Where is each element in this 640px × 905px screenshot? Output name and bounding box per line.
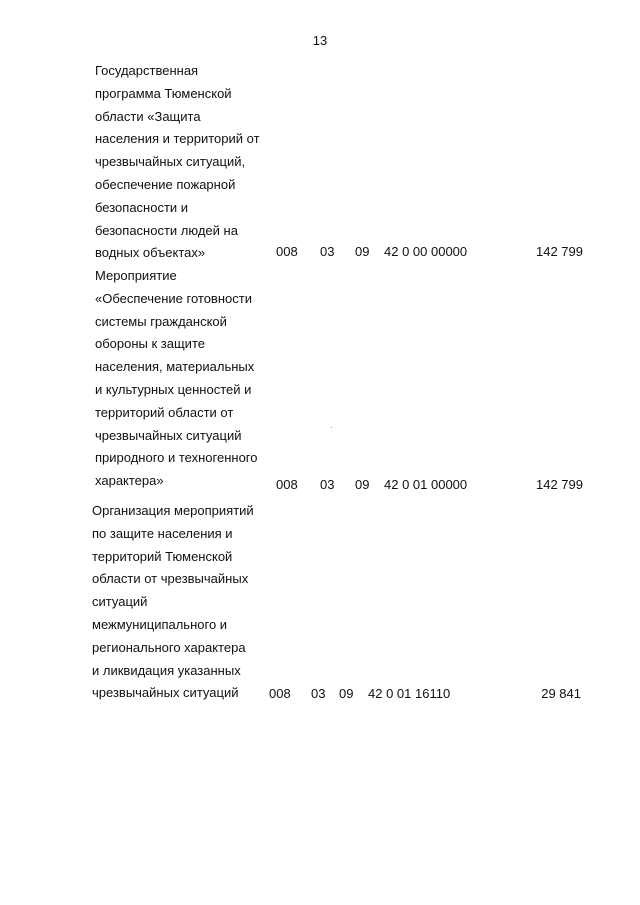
- amount: 142 799: [536, 244, 583, 259]
- row-name-line: системы гражданской: [95, 313, 227, 329]
- row-name-line: территорий Тюменской: [92, 548, 233, 564]
- row-name-line: и культурных ценностей и: [95, 381, 252, 397]
- row-name-line: природного и техногенного: [95, 450, 258, 466]
- row-name-line: населения, материальных: [95, 359, 255, 375]
- section-code: 03: [320, 244, 335, 259]
- row-name-line: территорий области от: [95, 404, 234, 420]
- row-name: [92, 500, 272, 705]
- row-name-line: характера»: [95, 473, 164, 489]
- ministry-code: 008: [269, 686, 291, 701]
- row-name-line: обороны к защите: [95, 336, 205, 352]
- row-name-line: регионального характера: [92, 639, 246, 655]
- target-article-code: 42 0 01 00000: [384, 477, 468, 492]
- row-name-line: водных объектах»: [95, 245, 206, 261]
- scan-speck: [331, 427, 332, 428]
- row-name-line: межмуниципального и: [92, 616, 228, 632]
- row-name-line: Государственная: [95, 63, 199, 78]
- row-name-line: области от чрезвычайных: [92, 571, 249, 587]
- target-article-code: 42 0 01 16110: [368, 686, 451, 701]
- row-name-line: и ликвидация указанных: [92, 662, 241, 678]
- amount: 142 799: [536, 477, 583, 492]
- subsection-code: 09: [355, 477, 370, 492]
- ministry-code: 008: [276, 244, 298, 259]
- section-code: 03: [320, 477, 335, 492]
- page-number: 13: [312, 33, 328, 48]
- target-article-code: 42 0 00 00000: [384, 244, 468, 259]
- row-name-line: Мероприятие: [95, 268, 177, 283]
- row-name-line: безопасности и: [95, 199, 189, 215]
- amount: 29 841: [541, 686, 581, 701]
- row-name-line: безопасности людей на: [95, 222, 238, 238]
- row-name-line: чрезвычайных ситуаций: [92, 685, 239, 701]
- row-name-line: обеспечение пожарной: [95, 176, 236, 192]
- row-name: [95, 60, 275, 265]
- row-name-line: программа Тюменской: [95, 85, 232, 101]
- row-name-line: чрезвычайных ситуаций,: [95, 154, 246, 170]
- row-name-line: области «Защита: [95, 108, 201, 124]
- ministry-code: 008: [276, 477, 298, 492]
- row-name-line: чрезвычайных ситуаций: [95, 427, 242, 443]
- row-name-line: «Обеспечение готовности: [95, 290, 252, 306]
- row-name-line: Организация мероприятий: [92, 503, 254, 518]
- row-name: [95, 265, 275, 493]
- row-name-line: по защите населения и: [92, 525, 233, 541]
- subsection-code: 09: [339, 686, 354, 701]
- row-name-line: населения и территорий от: [95, 131, 260, 147]
- section-code: 03: [311, 686, 326, 701]
- subsection-code: 09: [355, 244, 370, 259]
- row-name-line: ситуаций: [92, 594, 148, 610]
